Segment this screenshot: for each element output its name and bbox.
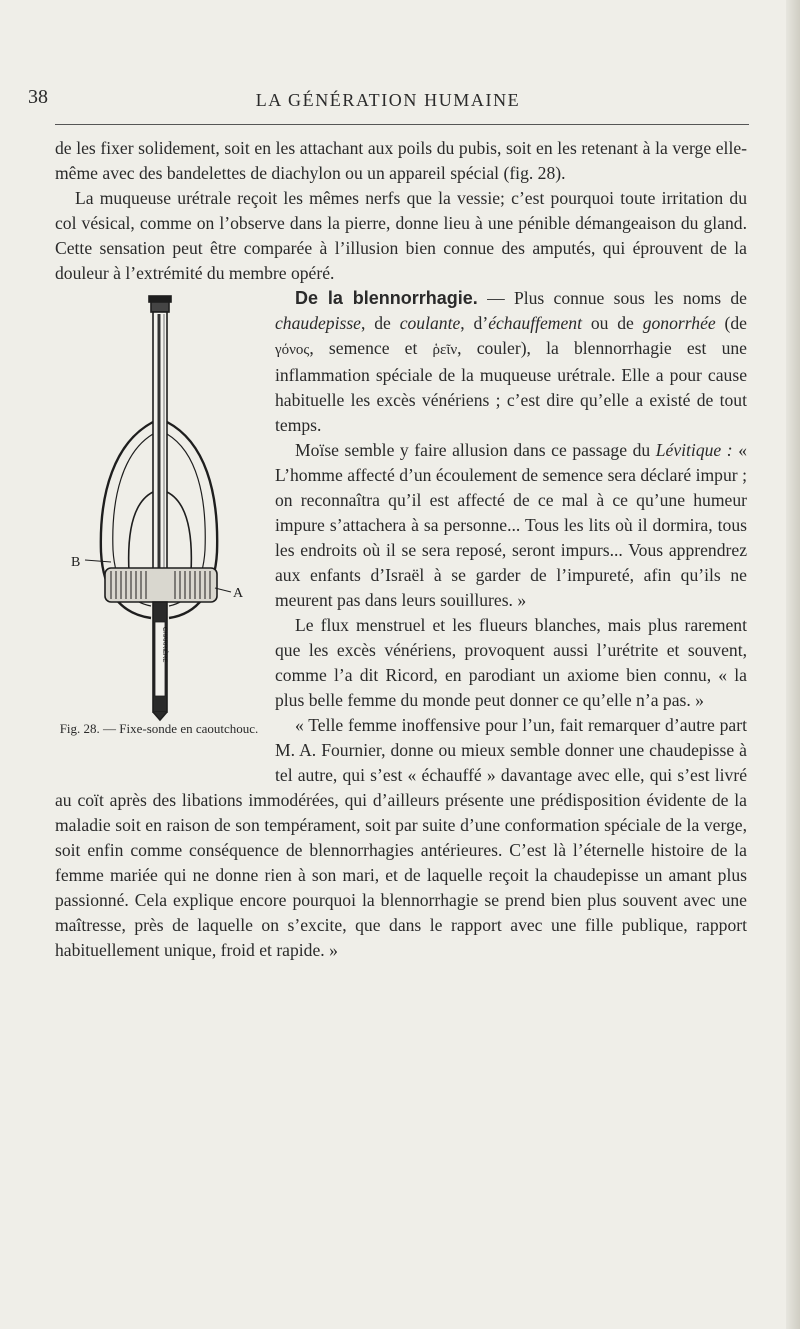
catheter-collar <box>151 302 169 312</box>
maker-stamp: CHARRIÈRE <box>161 627 167 663</box>
paragraph-leviticus: Moïse semble y faire allusion dans ce passage du Lévitique : « L’homme affecté d’un écoulement de semence sera déclaré impur ; on reconnaîtra qu’il est affecté de ce mal à ce qu’une humeur impure s’attachera à sa personne... Tous les lits où il dormira, tous les endroits où il se sera reposé, seront impurs... Vous apprendrez aux enfants d’Israël à se garder de l’impureté, afin qu’ils ne meurent pas dans leurs souillures. » <box>275 440 747 610</box>
page-edge-shadow <box>786 0 800 1329</box>
paragraph-1: de les fixer solidement, soit en les attachant aux poils du pubis, soit en les retenant à la verge elle-même avec des bandelettes de diachylon ou un appareil spécial (fig. 28). <box>55 138 747 183</box>
paragraph-6: « Telle femme inoffensive pour l’un, fait remarquer d’autre part M. A. Fournier, donne ou mieux semble donner une chaudepisse à tel autre, qui s’est « échauffé » davantage avec elle, qui s’est livré au coït après des libations immodérées, qui d’ailleurs présente une prédisposition évidente de la maladie soit en raison de son tempérament, soit par suite d’une conformation spéciale de la verge, soit enfin comme conséquence de blennorrhagies antérieures. C’est là l’éternelle histoire de la femme mariée qui ne donne rien à son mari, et de laquelle reçoit la chaudepisse un amant plus passionné. Cela explique encore pourquoi la blennorrhagie se prend bien plus souvent avec une maîtresse, près de laquelle on s’excite, que dans le rapport avec une fille publique, rapport habituellement unique, froid et rapide. » <box>55 715 747 960</box>
figure-label-b: B <box>71 555 81 570</box>
page-number: 38 <box>28 86 48 108</box>
catheter-holder-illustration <box>55 292 263 722</box>
figure-label-a: A <box>233 586 244 601</box>
label-b-leader <box>85 560 111 562</box>
body-text <box>55 136 747 963</box>
figure-28 <box>55 292 263 772</box>
catheter-cap <box>149 296 171 302</box>
section-heading: De la blennorrhagie. <box>295 288 478 308</box>
figure-caption: Fig. 28. — Fixe-sonde en caoutchouc. <box>59 721 259 736</box>
running-title: LA GÉNÉRATION HUMAINE <box>255 90 521 110</box>
paragraph-5: Le flux menstruel et les flueurs blanches, mais plus rarement que les excès vénériens, provoquent aussi l’urétrite et souvent, comme l’a dit Ricord, en parodiant un axiome bien connu, « la plus belle femme du monde peut donner ce qu’elle n’a pas. » <box>275 615 747 710</box>
paragraph-2: La muqueuse urétrale reçoit les mêmes nerfs que la vessie; c’est pourquoi toute irritation du col vésical, comme on l’observe dans la pierre, donne lieu à une pénible démangeaison du gland. Cette sensation peut être comparée à l’illusion bien connue des amputés, qui éprouvent de la douleur à l’extrémité du membre opéré. <box>55 188 747 283</box>
header-rule <box>55 124 749 125</box>
paragraph-blennorrhagie: De la blennorrhagie. — Plus connue sous les noms de chaudepisse, de coulante, d’échauffement ou de gonorrhée (de γόνος, semence et ῥεῖν, couler), la blennorrhagie est une inflammation spéciale de la muqueuse urétrale. Elle a pour cause habituelle les excès vénériens ; c’est dire qu’elle a existé de tout temps. <box>275 288 747 435</box>
page-header <box>28 86 748 116</box>
